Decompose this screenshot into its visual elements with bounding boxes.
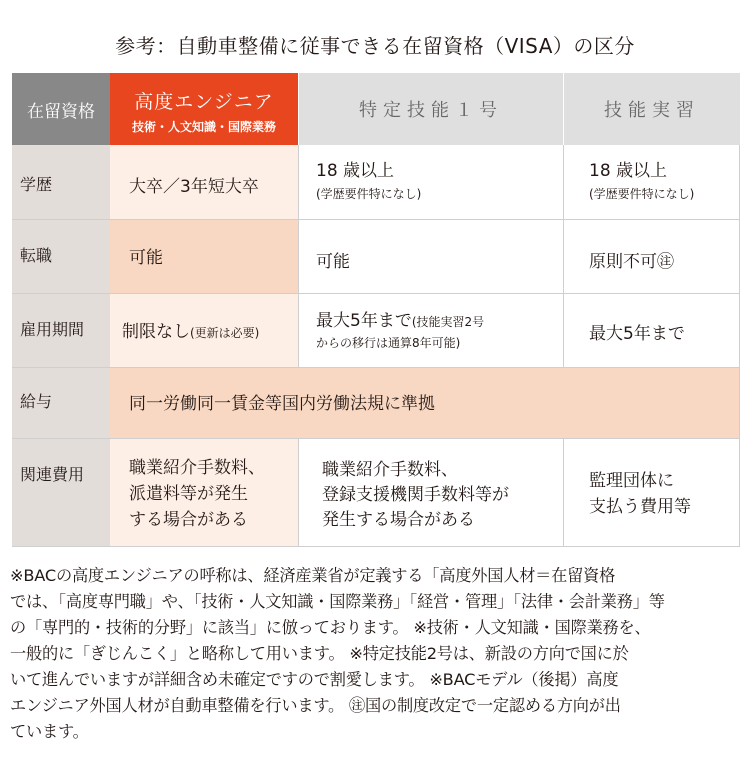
footnote-line: では、「高度専門職」や、「技術・人文知識・国際業務」「経営・管理」「法律・会計業務」等: [10, 592, 665, 611]
education-engineer: 大卒／3年短大卒: [110, 145, 298, 219]
education-tit-sub: (学歴要件特になし): [589, 187, 695, 201]
education-ssw-sub: (学歴要件特になし): [316, 187, 422, 201]
header-ssw: 特定技能１号: [359, 100, 503, 121]
period-ssw: [299, 293, 563, 367]
costs-engineer: [110, 438, 298, 546]
row-label-text: 関連費用: [20, 465, 85, 484]
footnote: [10, 563, 742, 745]
period-tit: 最大5年まで: [564, 293, 740, 367]
costs-tit-line: 監理団体に: [589, 471, 674, 491]
row-label-text: 給与: [20, 392, 53, 411]
divider: [563, 438, 564, 546]
period-engineer-main: 制限なし: [122, 322, 190, 342]
row-label-costs: [12, 438, 110, 546]
job-change-engineer: 可能: [110, 219, 298, 293]
row-label-salary: [12, 367, 110, 438]
costs-engineer-line: する場合がある: [129, 510, 248, 530]
footnote-line: いて進んでいますが詳細含め未確定ですので割愛します。 ※BACモデル（後掲）高度: [10, 670, 619, 689]
divider: [12, 293, 740, 294]
costs-tit: [564, 438, 740, 546]
row-label-period: [12, 293, 110, 367]
period-ssw-main: 最大5年まで: [316, 311, 412, 331]
divider: [298, 145, 299, 367]
footnote-line: ※BACの高度エンジニアの呼称は、経済産業省が定義する「高度外国人材＝在留資格: [10, 566, 616, 585]
costs-ssw: [299, 438, 563, 546]
education-tit: [564, 145, 740, 219]
period-ssw-sub: (技能実習2号: [411, 315, 485, 329]
salary-value: 同一労働同一賃金等国内労働法規に準拠: [110, 367, 740, 438]
costs-ssw-line: 職業紹介手数料、: [322, 460, 458, 480]
header-tit-cell: [564, 73, 740, 145]
job-change-tit: 原則不可㊟: [564, 219, 740, 293]
footnote-line: 一般的に「ぎじんこく」と略称して用います。 ※特定技能2号は、新設の方向で国に於: [10, 644, 629, 663]
header-ssw-cell: [299, 73, 563, 145]
header-engineer-subtitle: 技術・人文知識・国際業務: [131, 120, 276, 134]
row-label-text: 転職: [20, 246, 53, 265]
divider: [563, 145, 564, 367]
footnote-line: ています。: [10, 722, 89, 741]
costs-engineer-line: 職業紹介手数料、: [129, 458, 265, 478]
footnote-line: エンジニア外国人材が自動車整備を行います。 ㊟国の制度改定で一定認める方向が出: [10, 696, 621, 715]
header-tit: 技能実習: [604, 100, 700, 121]
divider: [12, 438, 740, 439]
row-label-text: 雇用期間: [20, 320, 85, 339]
header-label-cell: [12, 73, 110, 145]
header-engineer-cell: [110, 73, 298, 145]
header-label: 在留資格: [27, 101, 95, 122]
education-ssw-main: 18 歳以上: [316, 161, 395, 181]
page-title: 参考：自動車整備に従事できる在留資格（VISA）の区分: [115, 34, 635, 58]
education-ssw: [299, 145, 563, 219]
job-change-ssw: 可能: [299, 219, 563, 293]
divider: [298, 438, 299, 546]
period-engineer-sub: (更新は必要): [190, 326, 260, 340]
row-label-text: 学歴: [20, 175, 53, 194]
footnote-line: の「専門的・技術的分野」に該当」に倣っております。 ※技術・人文知識・国際業務を、: [10, 618, 651, 637]
header-engineer-title: 高度エンジニア: [134, 91, 274, 113]
period-engineer: [110, 293, 298, 367]
costs-tit-line: 支払う費用等: [589, 497, 691, 517]
divider: [739, 145, 740, 546]
costs-engineer-line: 派遣料等が発生: [129, 484, 248, 504]
education-tit-main: 18 歳以上: [589, 161, 668, 181]
divider: [12, 546, 740, 547]
divider: [12, 219, 740, 220]
row-label-education: [12, 145, 110, 219]
costs-ssw-line: 登録支援機関手数料等が: [322, 485, 509, 505]
divider: [12, 367, 740, 368]
row-label-job-change: [12, 219, 110, 293]
costs-ssw-line: 発生する場合がある: [322, 510, 475, 530]
period-ssw-line2: からの移行は通算8年可能): [316, 336, 461, 350]
